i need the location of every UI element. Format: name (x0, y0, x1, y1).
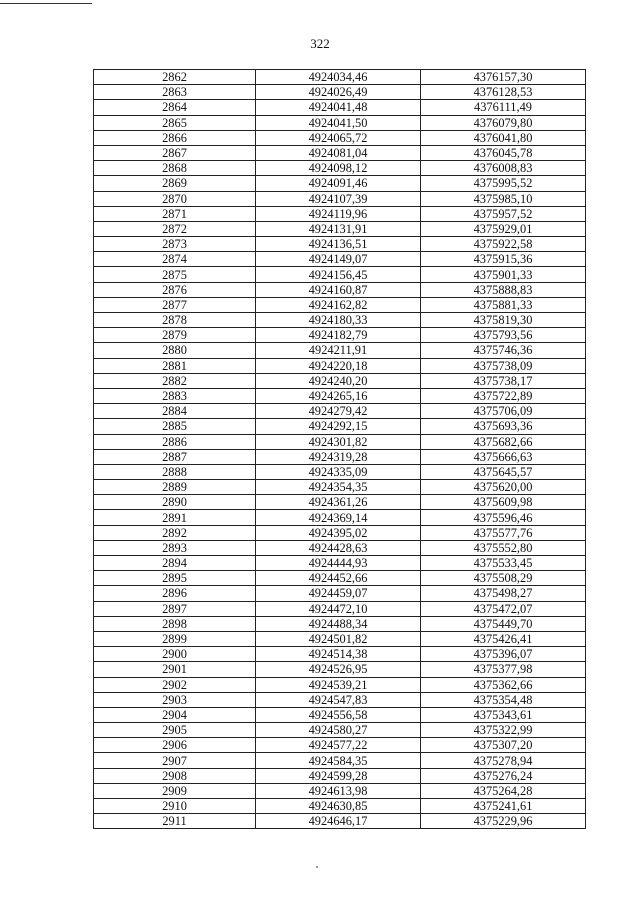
point-number-cell: 2900 (94, 647, 256, 662)
x-coordinate-cell: 4924182,79 (256, 328, 421, 343)
y-coordinate-cell: 4375354,48 (421, 692, 586, 707)
x-coordinate-cell: 4924646,17 (256, 814, 421, 829)
table-row (94, 434, 586, 449)
y-coordinate-cell: 4376041,80 (421, 130, 586, 145)
table-row (94, 510, 586, 525)
x-coordinate-cell: 4924149,07 (256, 252, 421, 267)
point-number-cell: 2883 (94, 388, 256, 403)
x-coordinate-cell: 4924361,26 (256, 495, 421, 510)
x-coordinate-cell: 4924630,85 (256, 799, 421, 814)
x-coordinate-cell: 4924162,82 (256, 297, 421, 312)
y-coordinate-cell: 4375508,29 (421, 571, 586, 586)
point-number-cell: 2888 (94, 464, 256, 479)
x-coordinate-cell: 4924335,09 (256, 464, 421, 479)
table-row (94, 631, 586, 646)
point-number-cell: 2865 (94, 115, 256, 130)
point-number-cell: 2906 (94, 738, 256, 753)
y-coordinate-cell: 4375645,57 (421, 464, 586, 479)
point-number-cell: 2897 (94, 601, 256, 616)
table-row (94, 237, 586, 252)
table-row (94, 571, 586, 586)
y-coordinate-cell: 4375957,52 (421, 206, 586, 221)
point-number-cell: 2887 (94, 449, 256, 464)
table-row (94, 388, 586, 403)
y-coordinate-cell: 4375472,07 (421, 601, 586, 616)
x-coordinate-cell: 4924034,46 (256, 70, 421, 85)
y-coordinate-cell: 4375596,46 (421, 510, 586, 525)
x-coordinate-cell: 4924136,51 (256, 237, 421, 252)
point-number-cell: 2863 (94, 85, 256, 100)
table-row (94, 267, 586, 282)
point-number-cell: 2898 (94, 616, 256, 631)
x-coordinate-cell: 4924472,10 (256, 601, 421, 616)
y-coordinate-cell: 4375901,33 (421, 267, 586, 282)
y-coordinate-cell: 4376128,53 (421, 85, 586, 100)
scan-edge-line (0, 3, 92, 4)
y-coordinate-cell: 4375498,27 (421, 586, 586, 601)
y-coordinate-cell: 4375620,00 (421, 480, 586, 495)
point-number-cell: 2876 (94, 282, 256, 297)
x-coordinate-cell: 4924091,46 (256, 176, 421, 191)
point-number-cell: 2864 (94, 100, 256, 115)
table-row (94, 556, 586, 571)
table-row (94, 586, 586, 601)
x-coordinate-cell: 4924319,28 (256, 449, 421, 464)
table-row (94, 252, 586, 267)
point-number-cell: 2862 (94, 70, 256, 85)
point-number-cell: 2867 (94, 145, 256, 160)
table-row (94, 464, 586, 479)
y-coordinate-cell: 4375229,96 (421, 814, 586, 829)
point-number-cell: 2892 (94, 525, 256, 540)
x-coordinate-cell: 4924107,39 (256, 191, 421, 206)
table-row (94, 753, 586, 768)
x-coordinate-cell: 4924514,38 (256, 647, 421, 662)
table-row (94, 616, 586, 631)
table-row (94, 404, 586, 419)
table-row (94, 85, 586, 100)
table-row (94, 221, 586, 236)
table-row (94, 662, 586, 677)
x-coordinate-cell: 4924119,96 (256, 206, 421, 221)
y-coordinate-cell: 4375264,28 (421, 783, 586, 798)
y-coordinate-cell: 4375377,98 (421, 662, 586, 677)
point-number-cell: 2890 (94, 495, 256, 510)
x-coordinate-cell: 4924354,35 (256, 480, 421, 495)
point-number-cell: 2910 (94, 799, 256, 814)
y-coordinate-cell: 4376079,80 (421, 115, 586, 130)
point-number-cell: 2905 (94, 723, 256, 738)
x-coordinate-cell: 4924599,28 (256, 768, 421, 783)
point-number-cell: 2896 (94, 586, 256, 601)
x-coordinate-cell: 4924459,07 (256, 586, 421, 601)
y-coordinate-cell: 4375738,17 (421, 373, 586, 388)
x-coordinate-cell: 4924395,02 (256, 525, 421, 540)
point-number-cell: 2899 (94, 631, 256, 646)
table-row (94, 768, 586, 783)
table-row (94, 449, 586, 464)
table-row (94, 373, 586, 388)
table-row (94, 783, 586, 798)
table-row (94, 601, 586, 616)
scan-speck (316, 866, 318, 868)
x-coordinate-cell: 4924444,93 (256, 556, 421, 571)
x-coordinate-cell: 4924488,34 (256, 616, 421, 631)
x-coordinate-cell: 4924613,98 (256, 783, 421, 798)
x-coordinate-cell: 4924065,72 (256, 130, 421, 145)
point-number-cell: 2904 (94, 707, 256, 722)
point-number-cell: 2902 (94, 677, 256, 692)
table-row (94, 100, 586, 115)
point-number-cell: 2875 (94, 267, 256, 282)
x-coordinate-cell: 4924131,91 (256, 221, 421, 236)
table-row (94, 480, 586, 495)
point-number-cell: 2894 (94, 556, 256, 571)
table-row (94, 495, 586, 510)
x-coordinate-cell: 4924279,42 (256, 404, 421, 419)
table-row (94, 191, 586, 206)
y-coordinate-cell: 4375746,36 (421, 343, 586, 358)
table-row (94, 176, 586, 191)
x-coordinate-cell: 4924180,33 (256, 313, 421, 328)
coordinates-table-body (94, 70, 586, 829)
x-coordinate-cell: 4924452,66 (256, 571, 421, 586)
point-number-cell: 2868 (94, 161, 256, 176)
y-coordinate-cell: 4376111,49 (421, 100, 586, 115)
x-coordinate-cell: 4924539,21 (256, 677, 421, 692)
table-row (94, 282, 586, 297)
y-coordinate-cell: 4375706,09 (421, 404, 586, 419)
table-row (94, 738, 586, 753)
table-row (94, 70, 586, 85)
y-coordinate-cell: 4375995,52 (421, 176, 586, 191)
y-coordinate-cell: 4375577,76 (421, 525, 586, 540)
y-coordinate-cell: 4375888,83 (421, 282, 586, 297)
table-row (94, 115, 586, 130)
x-coordinate-cell: 4924211,91 (256, 343, 421, 358)
table-row (94, 677, 586, 692)
point-number-cell: 2895 (94, 571, 256, 586)
y-coordinate-cell: 4375552,80 (421, 540, 586, 555)
x-coordinate-cell: 4924041,48 (256, 100, 421, 115)
x-coordinate-cell: 4924041,50 (256, 115, 421, 130)
x-coordinate-cell: 4924580,27 (256, 723, 421, 738)
point-number-cell: 2881 (94, 358, 256, 373)
point-number-cell: 2885 (94, 419, 256, 434)
y-coordinate-cell: 4375396,07 (421, 647, 586, 662)
table-row (94, 297, 586, 312)
x-coordinate-cell: 4924369,14 (256, 510, 421, 525)
table-row (94, 343, 586, 358)
table-row (94, 145, 586, 160)
point-number-cell: 2870 (94, 191, 256, 206)
point-number-cell: 2884 (94, 404, 256, 419)
point-number-cell: 2879 (94, 328, 256, 343)
y-coordinate-cell: 4375819,30 (421, 313, 586, 328)
point-number-cell: 2903 (94, 692, 256, 707)
table-row (94, 692, 586, 707)
y-coordinate-cell: 4375922,58 (421, 237, 586, 252)
y-coordinate-cell: 4375929,01 (421, 221, 586, 236)
point-number-cell: 2866 (94, 130, 256, 145)
table-row (94, 161, 586, 176)
table-row (94, 647, 586, 662)
y-coordinate-cell: 4375666,63 (421, 449, 586, 464)
point-number-cell: 2886 (94, 434, 256, 449)
y-coordinate-cell: 4375533,45 (421, 556, 586, 571)
point-number-cell: 2891 (94, 510, 256, 525)
point-number-cell: 2908 (94, 768, 256, 783)
x-coordinate-cell: 4924081,04 (256, 145, 421, 160)
y-coordinate-cell: 4375682,66 (421, 434, 586, 449)
y-coordinate-cell: 4375426,41 (421, 631, 586, 646)
x-coordinate-cell: 4924584,35 (256, 753, 421, 768)
table-row (94, 328, 586, 343)
x-coordinate-cell: 4924240,20 (256, 373, 421, 388)
y-coordinate-cell: 4375276,24 (421, 768, 586, 783)
x-coordinate-cell: 4924556,58 (256, 707, 421, 722)
y-coordinate-cell: 4375609,98 (421, 495, 586, 510)
y-coordinate-cell: 4375793,56 (421, 328, 586, 343)
table-row (94, 419, 586, 434)
point-number-cell: 2869 (94, 176, 256, 191)
x-coordinate-cell: 4924501,82 (256, 631, 421, 646)
y-coordinate-cell: 4376045,78 (421, 145, 586, 160)
point-number-cell: 2911 (94, 814, 256, 829)
point-number-cell: 2872 (94, 221, 256, 236)
y-coordinate-cell: 4376157,30 (421, 70, 586, 85)
table-row (94, 799, 586, 814)
y-coordinate-cell: 4376008,83 (421, 161, 586, 176)
table-row (94, 358, 586, 373)
y-coordinate-cell: 4375738,09 (421, 358, 586, 373)
point-number-cell: 2893 (94, 540, 256, 555)
point-number-cell: 2871 (94, 206, 256, 221)
x-coordinate-cell: 4924292,15 (256, 419, 421, 434)
x-coordinate-cell: 4924547,83 (256, 692, 421, 707)
x-coordinate-cell: 4924098,12 (256, 161, 421, 176)
coordinates-table (93, 69, 586, 829)
y-coordinate-cell: 4375307,20 (421, 738, 586, 753)
y-coordinate-cell: 4375241,61 (421, 799, 586, 814)
point-number-cell: 2877 (94, 297, 256, 312)
x-coordinate-cell: 4924428,63 (256, 540, 421, 555)
y-coordinate-cell: 4375278,94 (421, 753, 586, 768)
point-number-cell: 2882 (94, 373, 256, 388)
table-row (94, 540, 586, 555)
point-number-cell: 2880 (94, 343, 256, 358)
x-coordinate-cell: 4924220,18 (256, 358, 421, 373)
table-row (94, 525, 586, 540)
x-coordinate-cell: 4924160,87 (256, 282, 421, 297)
y-coordinate-cell: 4375915,36 (421, 252, 586, 267)
y-coordinate-cell: 4375985,10 (421, 191, 586, 206)
y-coordinate-cell: 4375449,70 (421, 616, 586, 631)
point-number-cell: 2874 (94, 252, 256, 267)
x-coordinate-cell: 4924026,49 (256, 85, 421, 100)
table-row (94, 723, 586, 738)
point-number-cell: 2873 (94, 237, 256, 252)
x-coordinate-cell: 4924156,45 (256, 267, 421, 282)
x-coordinate-cell: 4924577,22 (256, 738, 421, 753)
page-number: 322 (310, 36, 330, 51)
y-coordinate-cell: 4375722,89 (421, 388, 586, 403)
y-coordinate-cell: 4375693,36 (421, 419, 586, 434)
y-coordinate-cell: 4375881,33 (421, 297, 586, 312)
point-number-cell: 2878 (94, 313, 256, 328)
y-coordinate-cell: 4375322,99 (421, 723, 586, 738)
y-coordinate-cell: 4375362,66 (421, 677, 586, 692)
point-number-cell: 2907 (94, 753, 256, 768)
x-coordinate-cell: 4924265,16 (256, 388, 421, 403)
table-row (94, 313, 586, 328)
x-coordinate-cell: 4924301,82 (256, 434, 421, 449)
table-row (94, 707, 586, 722)
point-number-cell: 2909 (94, 783, 256, 798)
table-row (94, 814, 586, 829)
table-row (94, 130, 586, 145)
point-number-cell: 2889 (94, 480, 256, 495)
point-number-cell: 2901 (94, 662, 256, 677)
y-coordinate-cell: 4375343,61 (421, 707, 586, 722)
x-coordinate-cell: 4924526,95 (256, 662, 421, 677)
table-row (94, 206, 586, 221)
